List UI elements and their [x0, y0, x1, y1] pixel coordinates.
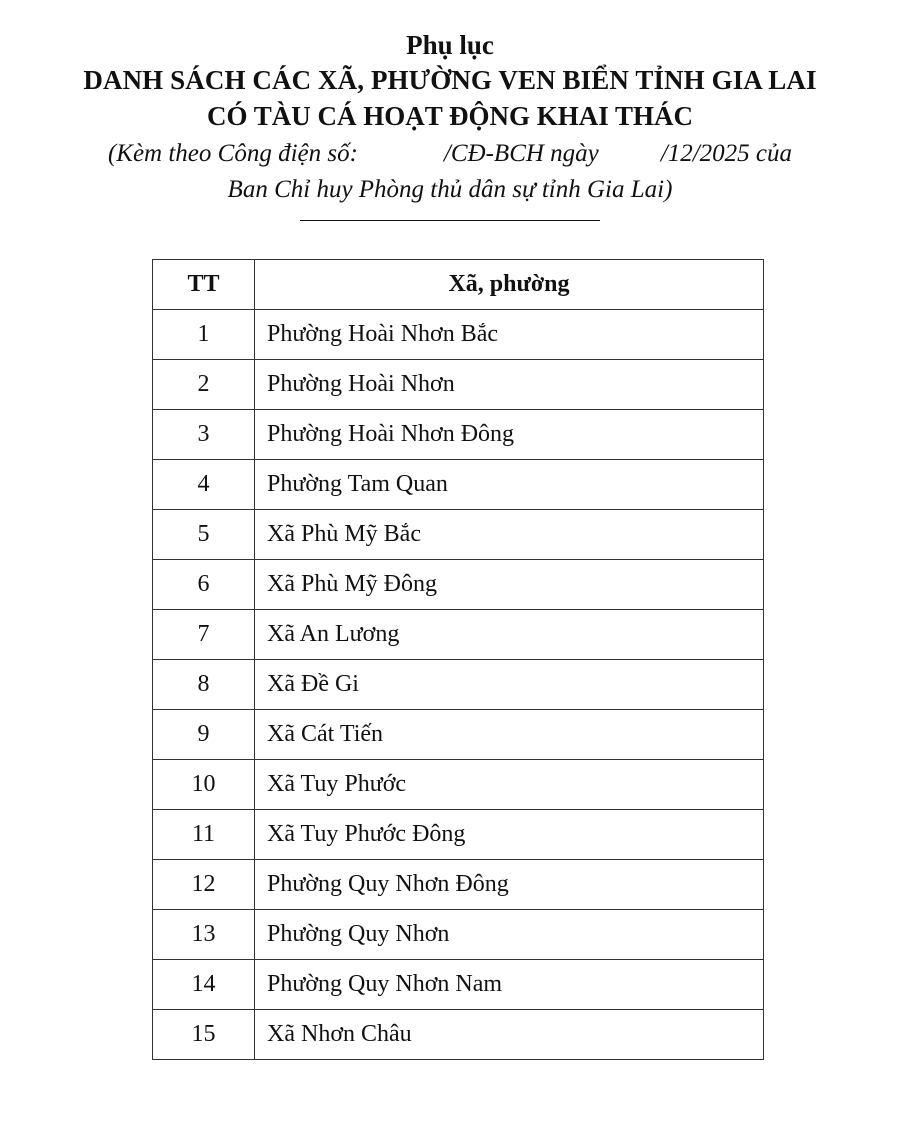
issuer-line: Ban Chỉ huy Phòng thủ dân sự tỉnh Gia Lai): [227, 176, 673, 203]
commune-name: Xã Nhơn Châu: [255, 1010, 764, 1060]
divider: [300, 220, 600, 221]
table-row: [153, 360, 764, 410]
column-header-name: Xã, phường: [255, 260, 764, 310]
table-row: [153, 560, 764, 610]
commune-name: Phường Quy Nhơn Nam: [255, 960, 764, 1010]
table-row: [153, 610, 764, 660]
table-row: [153, 1010, 764, 1060]
commune-name: Xã Tuy Phước Đông: [255, 810, 764, 860]
column-header-index: TT: [153, 260, 255, 310]
row-index: 5: [153, 510, 255, 560]
table-row: [153, 760, 764, 810]
table-row: [153, 310, 764, 360]
commune-name: Xã Phù Mỹ Đông: [255, 560, 764, 610]
row-index: 12: [153, 860, 255, 910]
table-row: [153, 860, 764, 910]
row-index: 3: [153, 410, 255, 460]
commune-name: Xã Tuy Phước: [255, 760, 764, 810]
table-row: [153, 810, 764, 860]
commune-name: Phường Quy Nhơn: [255, 910, 764, 960]
commune-name: Xã An Lương: [255, 610, 764, 660]
row-index: 15: [153, 1010, 255, 1060]
commune-name: Xã Cát Tiến: [255, 710, 764, 760]
row-index: 10: [153, 760, 255, 810]
row-index: 8: [153, 660, 255, 710]
row-index: 6: [153, 560, 255, 610]
reference-part-2: /CĐ-BCH ngày: [443, 140, 599, 167]
table-row: [153, 410, 764, 460]
row-index: 7: [153, 610, 255, 660]
document-subtitle: CÓ TÀU CÁ HOẠT ĐỘNG KHAI THÁC: [206, 101, 694, 131]
table-row: [153, 910, 764, 960]
commune-table: [152, 259, 764, 1060]
commune-name: Xã Phù Mỹ Bắc: [255, 510, 764, 560]
table-header-row: [153, 260, 764, 310]
reference-line: [0, 140, 900, 168]
commune-name: Phường Hoài Nhơn Bắc: [255, 310, 764, 360]
commune-name: Phường Hoài Nhơn Đông: [255, 410, 764, 460]
row-index: 1: [153, 310, 255, 360]
table-row: [153, 710, 764, 760]
appendix-label: Phụ lục: [406, 30, 494, 60]
reference-part-1: (Kèm theo Công điện số:: [107, 140, 358, 167]
row-index: 9: [153, 710, 255, 760]
table-row: [153, 460, 764, 510]
row-index: 4: [153, 460, 255, 510]
table-row: [153, 660, 764, 710]
row-index: 2: [153, 360, 255, 410]
commune-name: Phường Tam Quan: [255, 460, 764, 510]
document-title: DANH SÁCH CÁC XÃ, PHƯỜNG VEN BIỂN TỈNH GIA LAI: [83, 65, 817, 95]
row-index: 14: [153, 960, 255, 1010]
reference-part-3: /12/2025 của: [660, 140, 793, 167]
commune-name: Phường Quy Nhơn Đông: [255, 860, 764, 910]
commune-name: Phường Hoài Nhơn: [255, 360, 764, 410]
row-index: 11: [153, 810, 255, 860]
row-index: 13: [153, 910, 255, 960]
table-row: [153, 960, 764, 1010]
commune-name: Xã Đề Gi: [255, 660, 764, 710]
table-row: [153, 510, 764, 560]
